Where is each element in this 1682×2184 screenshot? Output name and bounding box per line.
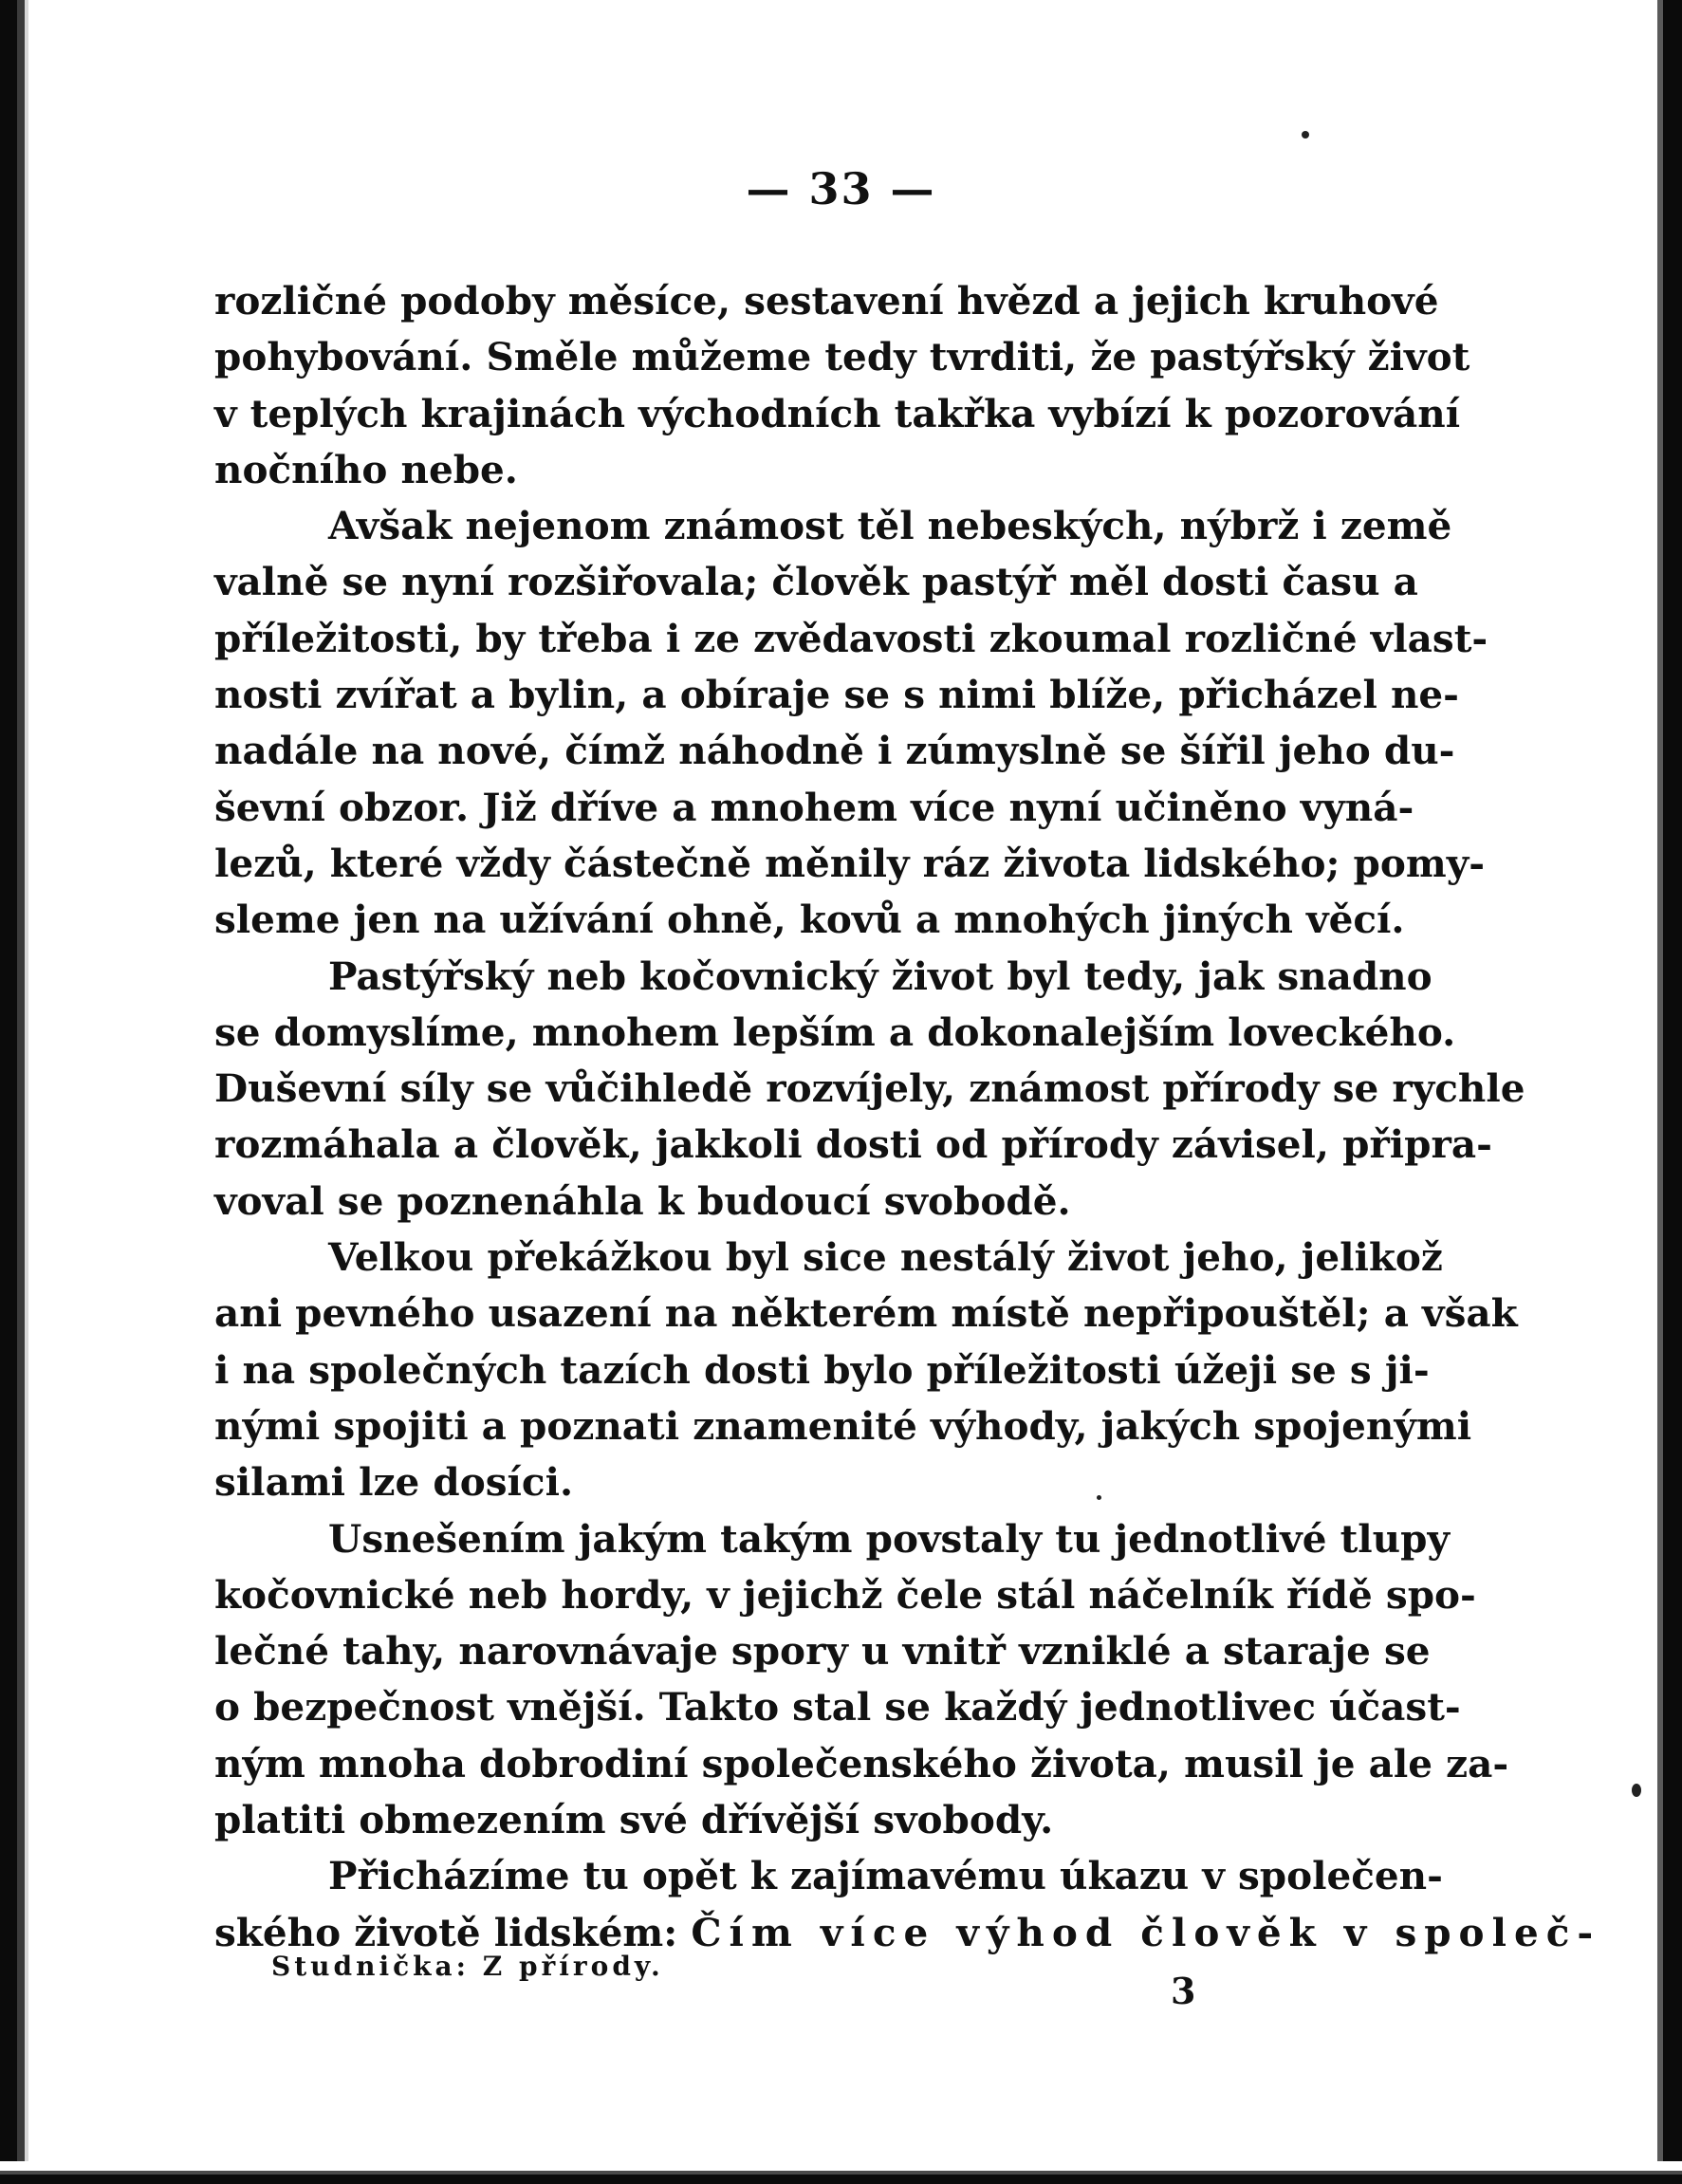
text-line: nadále na nové, čímž náhodně i zúmyslně se šířil jeho du- <box>214 728 1455 774</box>
text-line: Usnešením jakým takým povstaly tu jednotlivé tlupy <box>328 1515 1450 1562</box>
scan-edge-bottom <box>0 2161 1682 2184</box>
footer-signature: Studnička: Z přírody. <box>271 1951 664 1982</box>
text-line: i na společných tazích dosti bylo příležitosti úžeji se s ji- <box>214 1346 1430 1393</box>
text-line: voval se poznenáhla k budoucí svobodě. <box>214 1177 1071 1224</box>
scan-edge-left <box>0 0 36 2184</box>
text-line: ani pevného usazení na některém místě nepřipouštěl; a však <box>214 1290 1518 1337</box>
text-line: valně se nyní rozšiřovala; člověk pastýř měl dosti času a <box>214 559 1418 605</box>
text-line: sleme jen na užívání ohně, kovů a mnohých jiných věcí. <box>214 897 1405 943</box>
text-line: rozmáhala a člověk, jakkoli dosti od přírody závisel, připra- <box>214 1121 1492 1168</box>
text-line: ševní obzor. Již dříve a mnohem více nyní učiněno vyná- <box>214 784 1414 830</box>
scan-speck <box>1302 131 1309 139</box>
text-line: Avšak nejenom známost těl nebeských, nýbrž i země <box>328 503 1452 549</box>
text-line: pohybování. Směle můžeme tedy tvrditi, že pastýřský život <box>214 334 1470 380</box>
scan-edge-right <box>1650 0 1682 2184</box>
text-line: Přicházíme tu opět k zajímavému úkazu v společen- <box>328 1853 1443 1899</box>
text-line: nosti zvířat a bylin, a obíraje se s nimi blíže, přicházel ne- <box>214 672 1459 718</box>
text-line-spaced-emphasis: Čím více výhod člověk v společ- <box>691 1909 1601 1955</box>
text-line: příležitosti, by třeba i ze zvědavosti zkoumal rozličné vlast- <box>214 615 1488 661</box>
text-line: lezů, které vždy částečně měnily ráz života lidského; pomy- <box>214 840 1486 886</box>
text-line: o bezpečnost vnější. Takto stal se každý jednotlivec účast- <box>214 1684 1461 1731</box>
text-line: nočního nebe. <box>214 446 518 492</box>
text-line: ným mnoha dobrodiní společenského života, musil je ale za- <box>214 1740 1509 1786</box>
text-line: platiti obmezením své dřívější svobody. <box>214 1797 1054 1843</box>
page-number: — 33 — <box>746 163 936 214</box>
body-text <box>214 273 1601 1961</box>
text-line: Duševní síly se vůčihledě rozvíjely, známost přírody se rychle <box>214 1065 1525 1112</box>
text-line: nými spojiti a poznati znamenité výhody, jakých spojenými <box>214 1402 1472 1449</box>
text-line: silami lze dosíci. <box>214 1459 574 1506</box>
text-line: rozličné podoby měsíce, sestavení hvězd a jejich kruhové <box>214 278 1439 324</box>
text-line-normal: ského životě lidském: <box>214 1909 692 1955</box>
text-line: Pastýřský neb kočovnický život byl tedy, jak snadno <box>328 953 1432 999</box>
scan-speck <box>1632 1784 1641 1797</box>
printer-signature-mark: 3 <box>1171 1970 1196 2012</box>
text-line: lečné tahy, narovnávaje spory u vnitř vzniklé a staraje se <box>214 1628 1431 1675</box>
text-line: se domyslíme, mnohem lepším a dokonalejším loveckého. <box>214 1009 1456 1055</box>
text-line: kočovnické neb hordy, v jejichž čele stál náčelník řídě spo- <box>214 1571 1476 1618</box>
text-line: v teplých krajinách východních takřka vybízí k pozorování <box>214 390 1461 436</box>
text-line: Velkou překážkou byl sice nestálý život jeho, jelikož <box>328 1234 1443 1281</box>
